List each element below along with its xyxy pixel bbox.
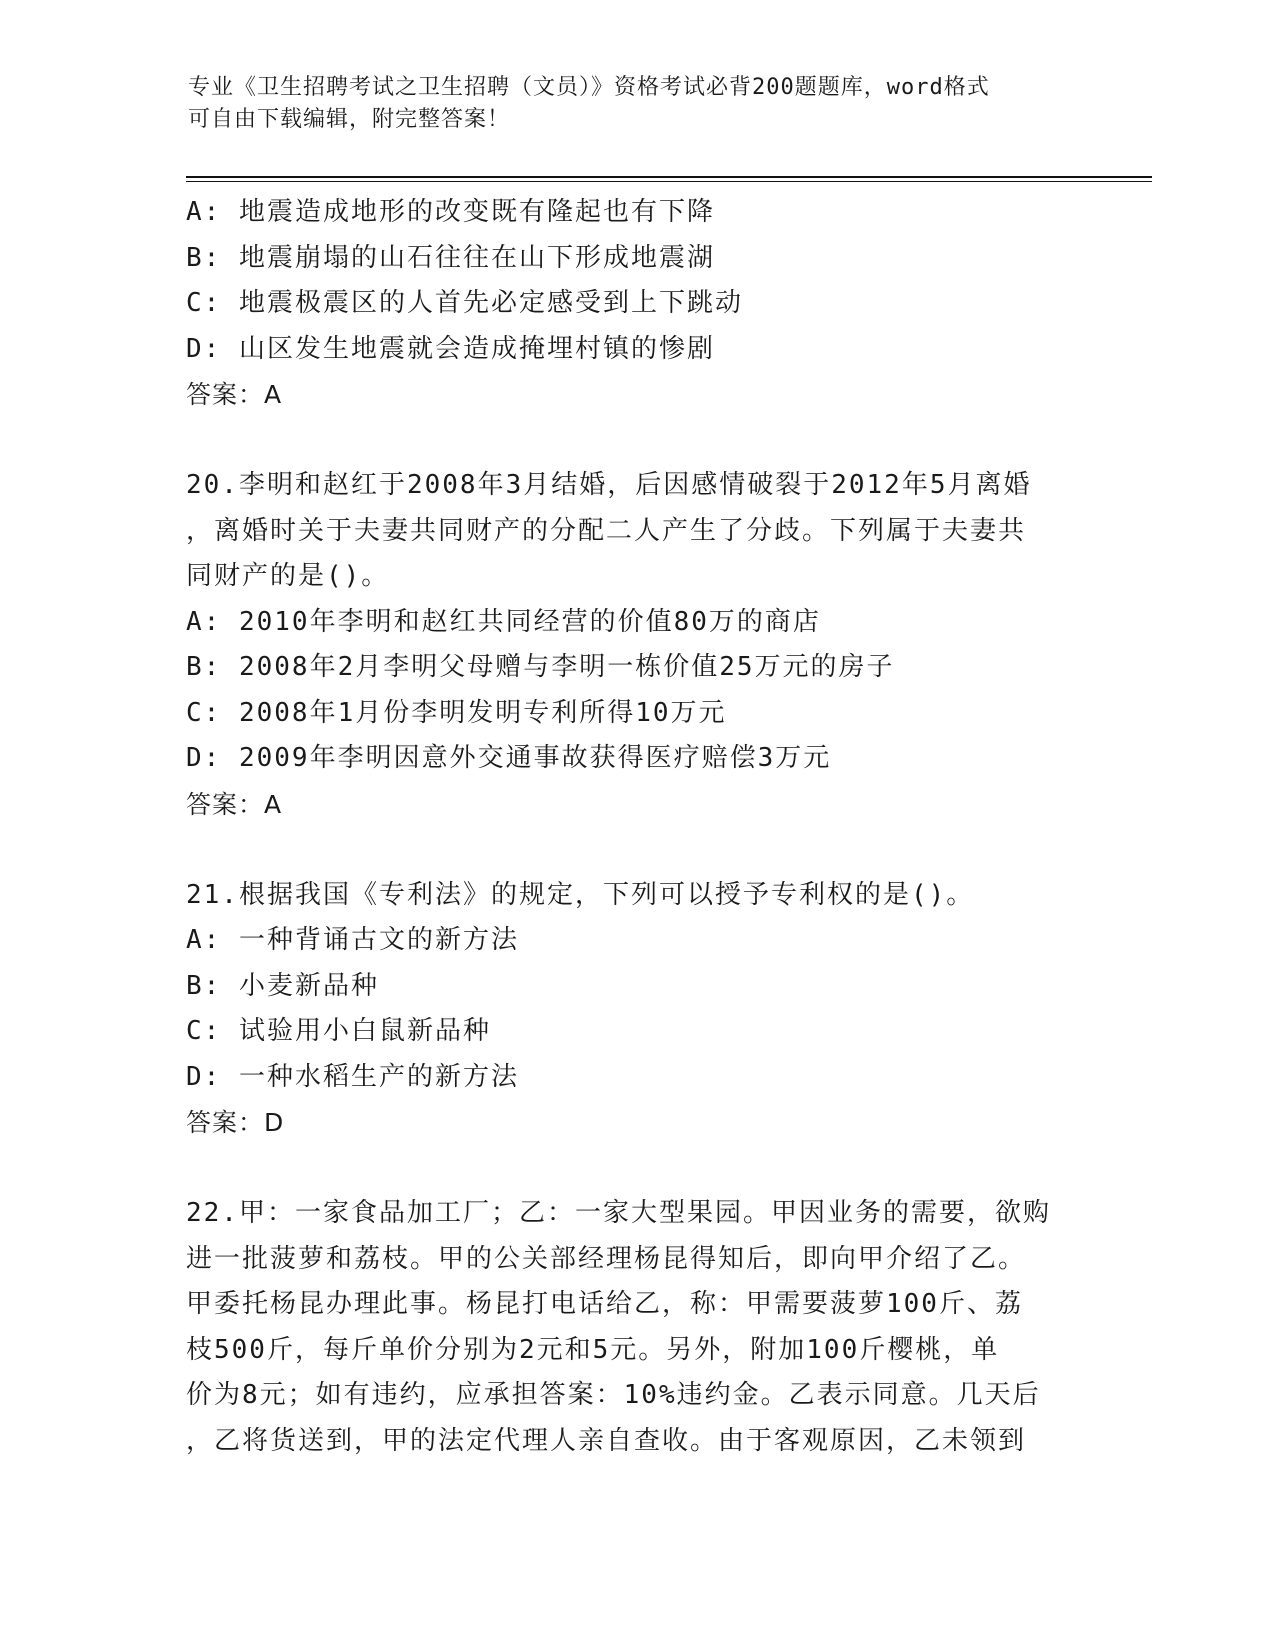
option-b: B: 2008年2月李明父母赠与李明一栋价值25万元的房子	[186, 652, 895, 682]
question-stem: ，离婚时关于夫妻共同财产的分配二人产生了分歧。下列属于夫妻共	[186, 515, 1027, 546]
option-b: B: 地震崩塌的山石往往在山下形成地震湖	[186, 242, 715, 273]
question-stem: 价为8元；如有违约，应承担答案：10%违约金。乙表示同意。几天后	[186, 1380, 1041, 1410]
document-header	[188, 72, 1088, 136]
spacer	[186, 418, 1086, 464]
option-c: C: 2008年1月份李明发明专利所得10万元	[186, 697, 727, 728]
question-21-block	[186, 873, 1086, 1146]
spacer	[186, 1146, 1086, 1192]
option-d: D: 山区发生地震就会造成掩埋村镇的惨剧	[186, 333, 715, 364]
header-line-2: 可自由下载编辑，附完整答案！	[188, 107, 511, 132]
option-d: D: 2009年李明因意外交通事故获得医疗赔偿3万元	[186, 743, 832, 773]
question-stem: 甲委托杨昆办理此事。杨昆打电话给乙，称：甲需要菠萝100斤、荔	[186, 1289, 1023, 1319]
question-20-block	[186, 463, 1086, 827]
option-c: C: 试验用小白鼠新品种	[186, 1016, 491, 1046]
option-d: D: 一种水稻生产的新方法	[186, 1061, 519, 1092]
question-content	[186, 190, 1086, 1464]
question-stem: ，乙将货送到，甲的法定代理人亲自查收。由于客观原因，乙未领到	[186, 1425, 1027, 1456]
option-a: A: 一种背诵古文的新方法	[186, 925, 519, 955]
question-stem: 同财产的是()。	[186, 561, 390, 591]
question-stem: 20.李明和赵红于2008年3月结婚，后因感情破裂于2012年5月离婚	[186, 470, 1032, 500]
header-line-1: 专业《卫生招聘考试之卫生招聘（文员）》资格考试必背200题题库，word格式	[188, 75, 990, 100]
answer: 答案：A	[186, 789, 283, 819]
option-b: B: 小麦新品种	[186, 970, 379, 1001]
header-divider-thick	[186, 176, 1152, 178]
answer: 答案：D	[186, 1108, 285, 1137]
header-divider-thin	[186, 181, 1152, 182]
question-22-block	[186, 1191, 1086, 1464]
option-a: A: 2010年李明和赵红共同经营的价值80万的商店	[186, 606, 821, 637]
question-stem: 进一批菠萝和荔枝。甲的公关部经理杨昆得知后，即向甲介绍了乙。	[186, 1243, 1027, 1274]
spacer	[186, 827, 1086, 873]
question-stem: 枝500斤，每斤单价分别为2元和5元。另外，附加100斤樱桃，单	[186, 1334, 1000, 1365]
question-stem: 21.根据我国《专利法》的规定，下列可以授予专利权的是()。	[186, 879, 975, 910]
answer: 答案：A	[186, 380, 283, 409]
question-stem: 22.甲：一家食品加工厂；乙：一家大型果园。甲因业务的需要，欲购	[186, 1198, 1051, 1228]
option-c: C: 地震极震区的人首先必定感受到上下跳动	[186, 288, 743, 318]
question-19-block	[186, 190, 1086, 418]
option-a: A: 地震造成地形的改变既有隆起也有下降	[186, 197, 715, 227]
